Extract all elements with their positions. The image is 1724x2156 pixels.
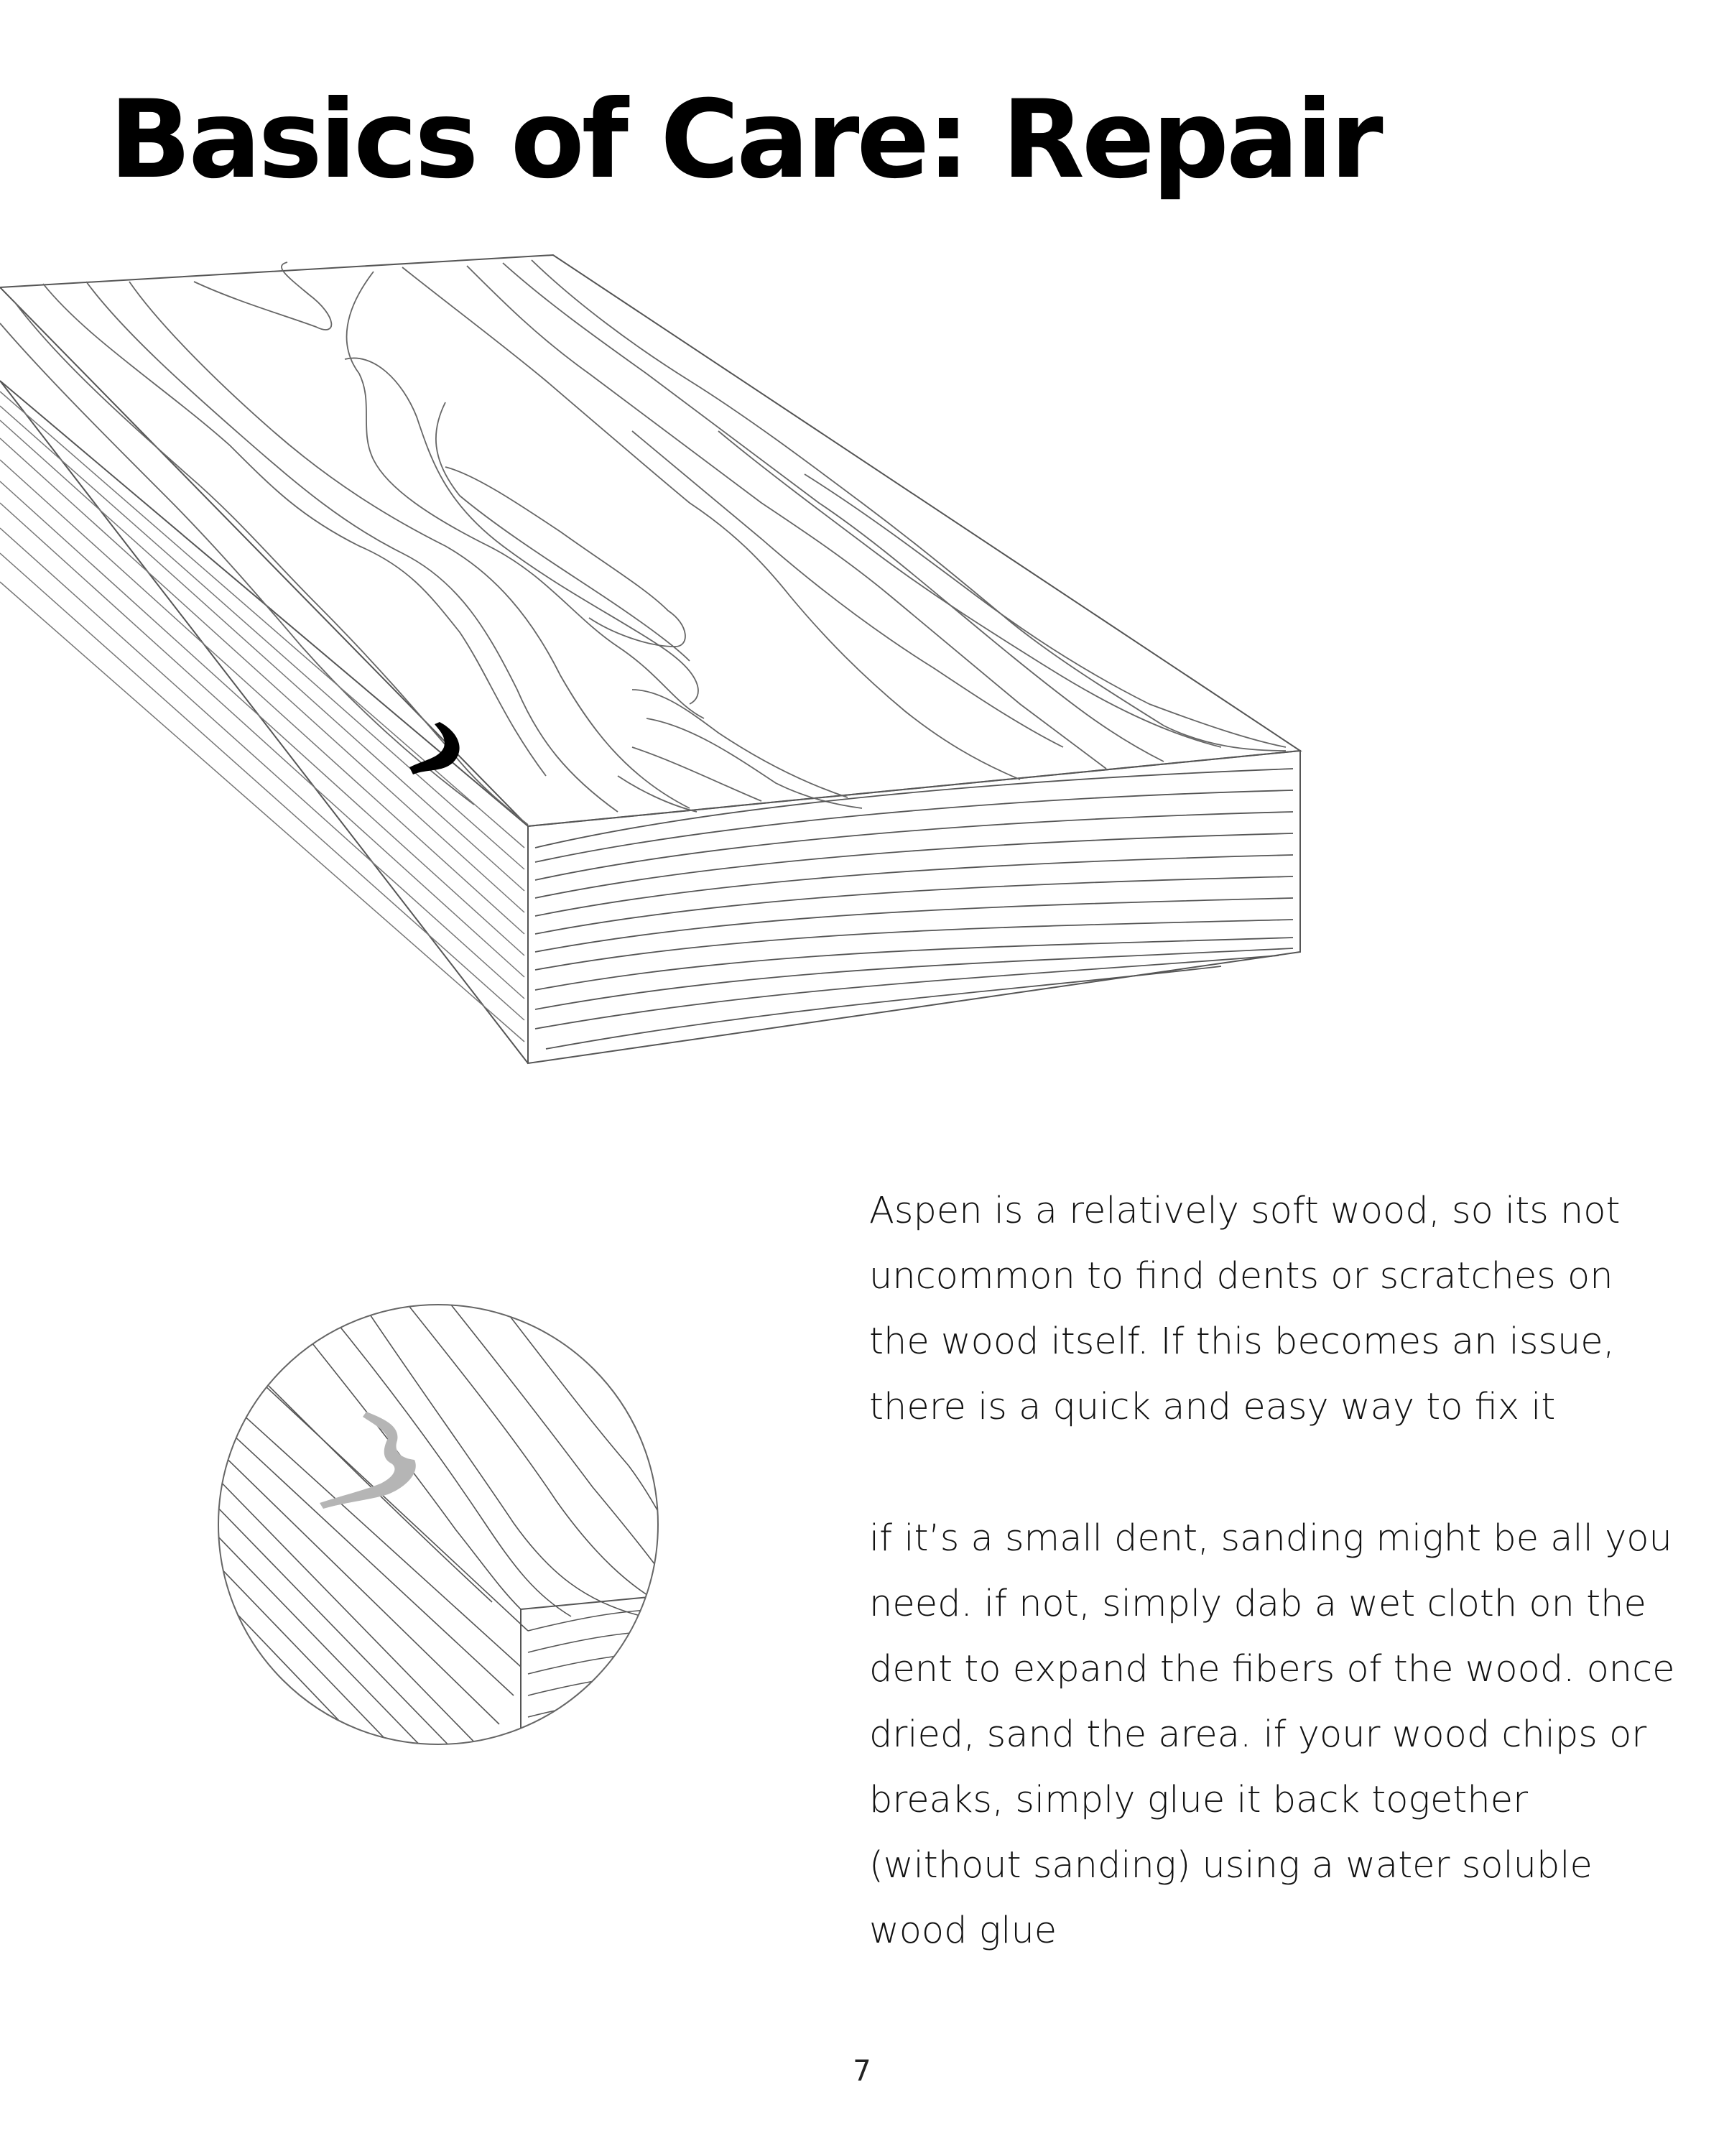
closeup-grain xyxy=(212,1293,672,1753)
board-side-grain xyxy=(0,392,524,1042)
intro-paragraph: Aspen is a relatively soft wood, so its not uncommon to find dents or scratches on the wood itself. If this becomes an issue, there is a quick and easy way to fix it xyxy=(869,1190,1621,1428)
page-number: 7 xyxy=(853,2055,871,2088)
board-top-grain xyxy=(0,260,1286,825)
wood-board-illustration xyxy=(0,244,1336,1078)
closeup-circle-border xyxy=(218,1305,658,1744)
dent-crack-icon xyxy=(320,1412,416,1509)
repair-instructions-paragraph: if it’s a small dent, sanding might be all you need. if not, simply dab a wet cloth on the dent to expand the fibers of the wood. once dried, sand the area. if your wood chips or breaks, simply glue it back together (without sanding) using a water soluble wood glue xyxy=(869,1517,1675,1952)
dent-closeup-illustration xyxy=(212,1293,672,1753)
page-title: Basics of Care: Repair xyxy=(109,78,1381,203)
body-text xyxy=(869,1178,1681,1963)
